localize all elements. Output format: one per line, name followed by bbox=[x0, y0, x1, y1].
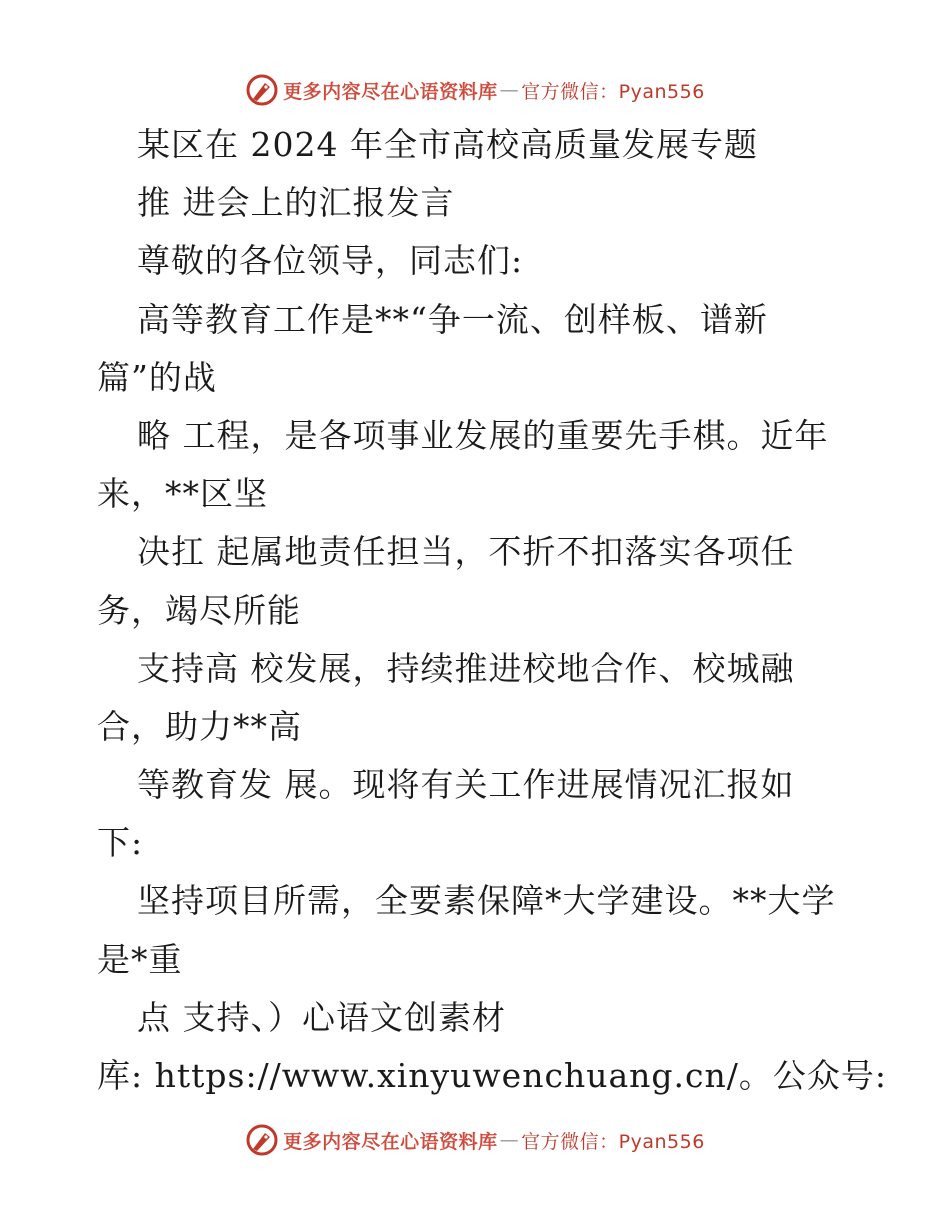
text-line: 略 工程，是各项事业发展的重要先手棋。近年 bbox=[137, 415, 829, 455]
banner-separator: — bbox=[499, 1129, 520, 1151]
document-body bbox=[97, 116, 887, 1105]
text-line: 务，竭尽所能 bbox=[97, 590, 301, 630]
text-line: 某区在 2024 年全市高校高质量发展专题 bbox=[137, 125, 758, 164]
text-line: 高等教育工作是**“争一流、创样板、谱新 bbox=[137, 299, 768, 339]
footer-watermark-banner bbox=[0, 1120, 950, 1160]
text-line: 决扛 起属地责任担当，不折不扣落实各项任 bbox=[137, 532, 795, 572]
text-line: 点 支持、）心语文创素材 bbox=[137, 997, 506, 1037]
header-watermark-banner bbox=[0, 70, 950, 110]
banner-brand-text: 更多内容尽在心语资料库 bbox=[283, 1130, 498, 1153]
text-line: 下: bbox=[97, 823, 144, 863]
text-line: 等教育发 展。现将有关工作进展情况汇报如 bbox=[137, 765, 795, 805]
text-line: 库: https://www.xinyuwenchuang.cn/。公众号: bbox=[97, 1056, 887, 1095]
text-line: 推 进会上的汇报发言 bbox=[137, 183, 455, 223]
banner-brand-text: 更多内容尽在心语资料库 bbox=[283, 80, 498, 103]
text-line: 坚持项目所需，全要素保障*大学建设。**大学 bbox=[137, 881, 836, 921]
text-line: 篇”的战 bbox=[97, 357, 217, 397]
text-line: 是*重 bbox=[97, 939, 183, 979]
banner-separator: — bbox=[499, 79, 520, 101]
text-line: 支持高 校发展，持续推进校地合作、校城融 bbox=[137, 648, 795, 688]
pen-nib-circle-icon bbox=[245, 1123, 279, 1157]
banner-contact-text: 官方微信：Pyan556 bbox=[521, 80, 705, 103]
text-line: 来，**区坚 bbox=[97, 474, 268, 514]
pen-nib-circle-icon bbox=[245, 73, 279, 107]
banner-contact-text: 官方微信：Pyan556 bbox=[521, 1130, 705, 1153]
text-line: 合，助力**高 bbox=[97, 706, 302, 746]
text-line: 尊敬的各位领导，同志们: bbox=[137, 241, 524, 281]
